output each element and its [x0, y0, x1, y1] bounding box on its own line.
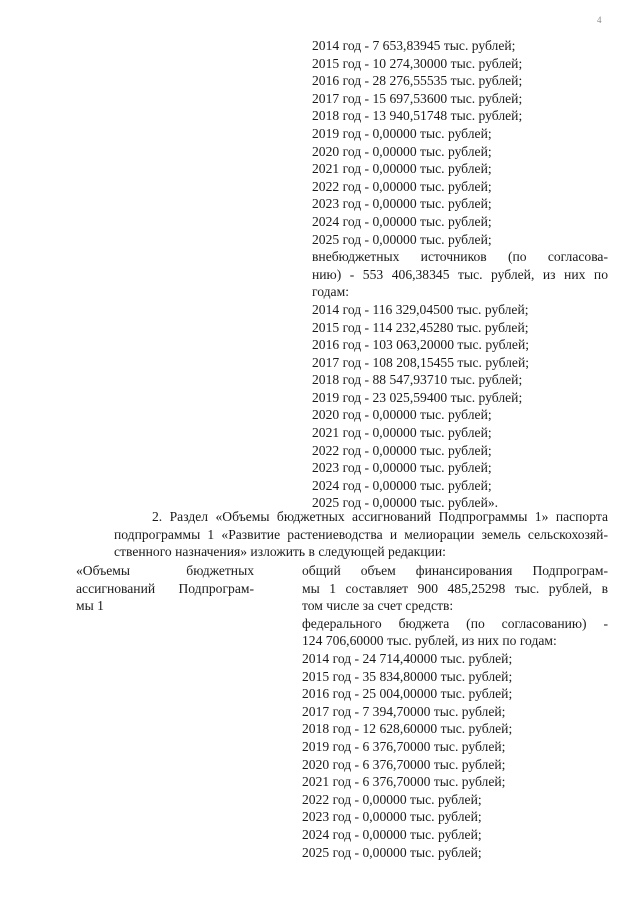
year-list-offbudget — [312, 301, 608, 512]
year-line: 2018 год - 12 628,60000 тыс. рублей; — [302, 721, 513, 737]
text-line: ственного назначения» изложить в следующей редакции: — [114, 544, 446, 560]
year-line: 2016 год - 28 276,55535 тыс. рублей; — [312, 73, 523, 89]
year-line: 2019 год - 0,00000 тыс. рублей; — [312, 125, 492, 141]
year-line: 2024 год - 0,00000 тыс. рублей; — [302, 826, 482, 842]
text-line: нию) - 553 406,38345 тыс. рублей, из них по — [312, 266, 608, 282]
year-line: 2017 год - 108 208,15455 тыс. рублей; — [312, 354, 530, 370]
year-line: 2022 год - 0,00000 тыс. рублей; — [312, 178, 492, 194]
year-line: 2020 год - 0,00000 тыс. рублей; — [312, 407, 492, 423]
year-line: 2015 год - 35 834,80000 тыс. рублей; — [302, 668, 513, 684]
funding-years-block — [312, 37, 608, 512]
year-line: 2020 год - 0,00000 тыс. рублей; — [312, 143, 492, 159]
year-line: 2014 год - 116 329,04500 тыс. рублей; — [312, 301, 529, 317]
year-line: 2021 год - 0,00000 тыс. рублей; — [312, 425, 492, 441]
year-line: 2016 год - 103 063,20000 тыс. рублей; — [312, 337, 530, 353]
text-line: мы 1 составляет 900 485,25298 тыс. рублей, в — [302, 580, 608, 596]
page-mark: 4 — [597, 15, 602, 25]
year-line: 2024 год - 0,00000 тыс. рублей; — [312, 213, 492, 229]
text-line: внебюджетных источников (по согласова- — [312, 249, 608, 265]
text-line: федерального бюджета (по согласованию) - — [302, 615, 608, 631]
year-line: 2025 год - 0,00000 тыс. рублей; — [312, 231, 492, 247]
text-line: том числе за счет средств: — [302, 598, 454, 614]
text-line: подпрограммы 1 «Развитие растениеводства и мелиорации земель сельскохозяй- — [114, 526, 608, 542]
year-line: 2014 год - 24 714,40000 тыс. рублей; — [302, 650, 513, 666]
year-line: 2022 год - 0,00000 тыс. рублей; — [312, 442, 492, 458]
text-line: мы 1 — [76, 598, 104, 614]
text-line: 124 706,60000 тыс. рублей, из них по годам: — [302, 633, 557, 649]
table-right-cell — [302, 562, 608, 861]
year-line: 2021 год - 6 376,70000 тыс. рублей; — [302, 774, 506, 790]
total-funding-text — [302, 562, 608, 650]
text-line: ассигнований Подпрограм- — [76, 580, 254, 596]
year-line: 2014 год - 7 653,83945 тыс. рублей; — [312, 38, 516, 53]
table-left-cell — [76, 562, 254, 615]
text-line: 2. Раздел «Объемы бюджетных ассигнований Подпрограммы 1» паспорта — [152, 509, 608, 524]
text-line: общий объем финансирования Подпрограм- — [302, 563, 608, 578]
year-line: 2023 год - 0,00000 тыс. рублей; — [312, 460, 492, 476]
year-line: 2024 год - 0,00000 тыс. рублей; — [312, 477, 492, 493]
year-line: 2017 год - 15 697,53600 тыс. рублей; — [312, 90, 523, 106]
text-line: годам: — [312, 284, 349, 300]
year-line: 2025 год - 0,00000 тыс. рублей; — [302, 844, 482, 860]
section-2-paragraph — [76, 508, 608, 561]
year-line: 2023 год - 0,00000 тыс. рублей; — [302, 809, 482, 825]
offbudget-paragraph — [312, 248, 608, 301]
year-line: 2020 год - 6 376,70000 тыс. рублей; — [302, 756, 506, 772]
year-line: 2015 год - 10 274,30000 тыс. рублей; — [312, 55, 523, 71]
year-line: 2015 год - 114 232,45280 тыс. рублей; — [312, 319, 529, 335]
text-line: «Объемы бюджетных — [76, 563, 254, 578]
year-line: 2017 год - 7 394,70000 тыс. рублей; — [302, 703, 506, 719]
year-line: 2021 год - 0,00000 тыс. рублей; — [312, 161, 492, 177]
section-2-text — [76, 508, 608, 561]
year-line: 2025 год - 0,00000 тыс. рублей». — [312, 495, 499, 511]
year-line: 2019 год - 23 025,59400 тыс. рублей; — [312, 389, 523, 405]
year-list-federal — [302, 650, 608, 861]
year-line: 2019 год - 6 376,70000 тыс. рублей; — [302, 738, 506, 754]
year-line: 2018 год - 88 547,93710 тыс. рублей; — [312, 372, 523, 388]
year-line: 2016 год - 25 004,00000 тыс. рублей; — [302, 686, 513, 702]
year-line: 2022 год - 0,00000 тыс. рублей; — [302, 791, 482, 807]
year-line: 2023 год - 0,00000 тыс. рублей; — [312, 196, 492, 212]
year-line: 2018 год - 13 940,51748 тыс. рублей; — [312, 108, 523, 124]
year-list-regional — [312, 37, 608, 248]
